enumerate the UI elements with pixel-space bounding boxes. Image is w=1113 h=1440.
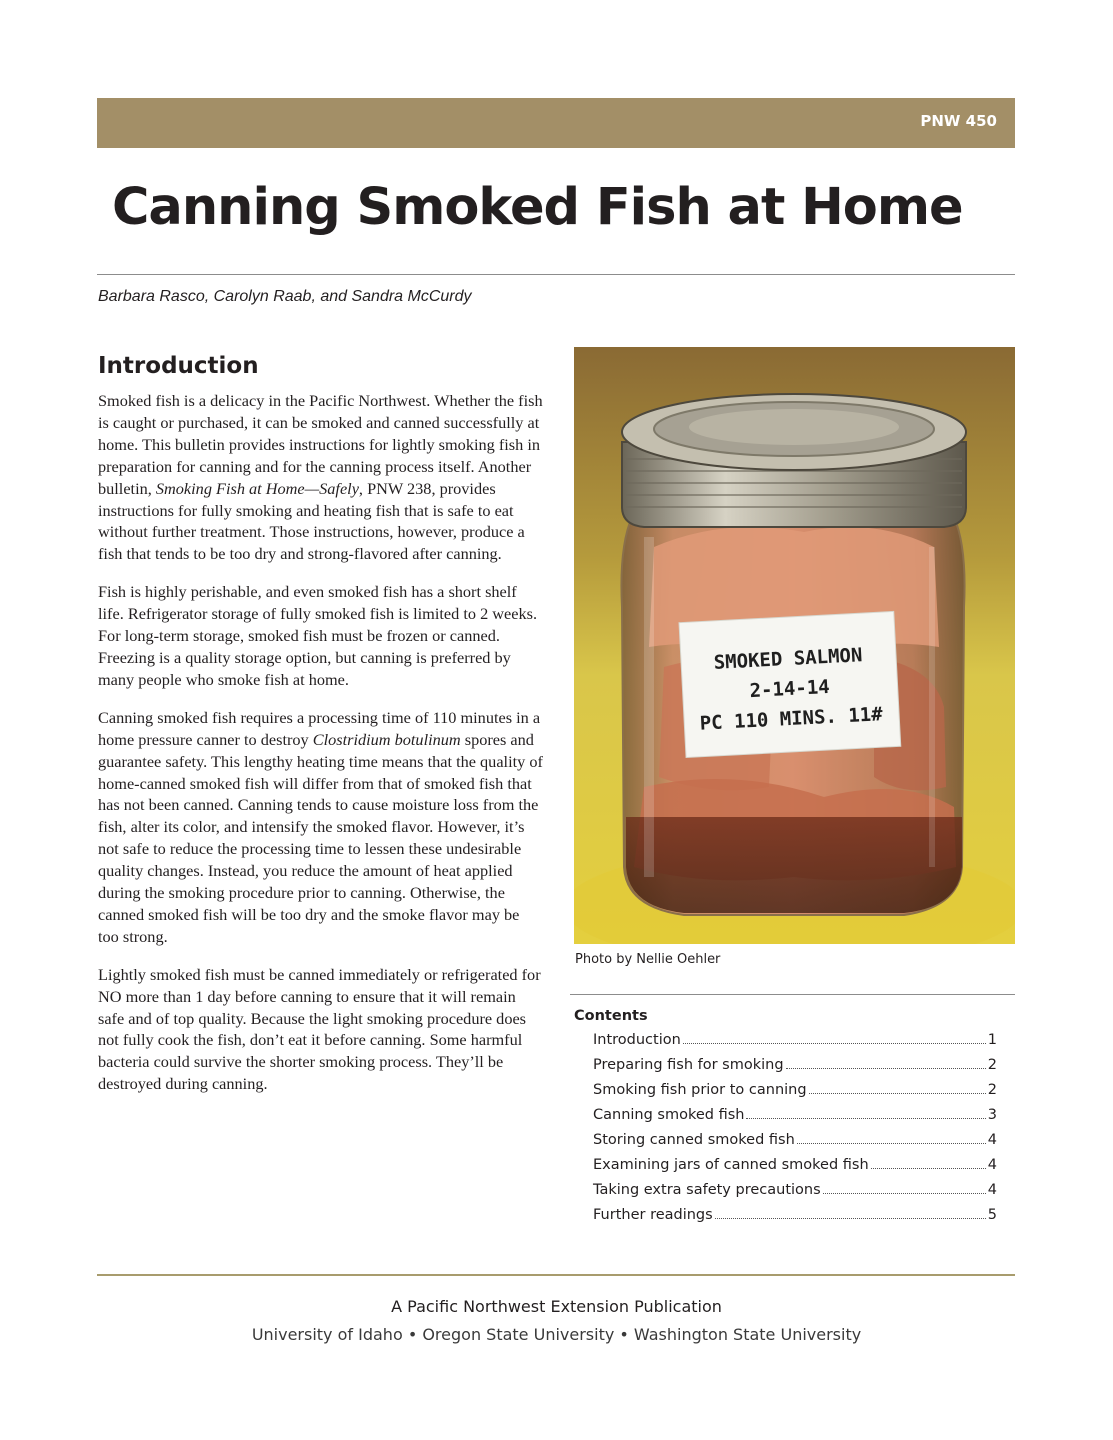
header-band bbox=[97, 98, 1015, 148]
intro-p3-text-c: spores and guarantee safety. This lengthy heating time means that the quality of home-canned smoked fish will differ from that of smoked fish that has not been canned. Canning tends to cause moisture loss from the fish, alter its color, and intensify the smoked flavor. However, it’s not safe to reduce the processing time to lessen these undesirable quality changes. Instead, you reduce the amount of heat applied during the smoking procedure prior to canning. Otherwise, the canned smoked fish will be too dry and the smoke flavor may be too strong. bbox=[98, 729, 543, 946]
jar-label-line-1: SMOKED SALMON bbox=[713, 644, 863, 674]
intro-p1-text-c: , PNW 238, provides instructions for fully smoking and heating fish that is safe to eat without further treatment. Those instructions, however, produce a fish that tends to be too dry and strong-flavored after canning. bbox=[98, 478, 525, 564]
smoked-salmon-jar-photo bbox=[574, 347, 1015, 944]
toc-item-further-readings[interactable]: Further readings 5 bbox=[593, 1207, 997, 1223]
toc-item-introduction[interactable]: Introduction 1 bbox=[593, 1032, 997, 1048]
contents-divider bbox=[570, 994, 1015, 995]
intro-p1-title-ref: Smoking Fish at Home—Safely bbox=[155, 478, 359, 498]
page-title: Canning Smoked Fish at Home bbox=[112, 178, 963, 237]
intro-p3-species: Clostridium botulinum bbox=[312, 729, 461, 749]
intro-paragraph-4: Lightly smoked fish must be canned immediately or refrigerated for NO more than 1 day before canning to ensure that it will remain safe and of top quality. Because the light smoking procedure does not fully cook the fish, don’t eat it before canning. Some harmful bacteria could survive the shorter smoking process. They’ll be destroyed during canning. bbox=[98, 964, 541, 1094]
intro-paragraph-2: Fish is highly perishable, and even smoked fish has a short shelf life. Refrigerator storage of fully smoked fish is limited to 2 weeks. For long-term storage, smoked fish must be frozen or canned. Freezing is a quality storage option, but canning is preferred by many people who smoke fish at home. bbox=[98, 582, 538, 689]
footer-publisher: A Pacific Northwest Extension Publication bbox=[391, 1297, 722, 1316]
jar-label-line-3: PC 110 MINS. 11# bbox=[699, 703, 884, 735]
contents-heading: Contents bbox=[574, 1008, 648, 1024]
intro-p1-text-a: Smoked fish is a delicacy in the Pacific Northwest. Whether the fish is caught or purchased, it can be smoked and canned successfully at home. This bulletin provides instructions for lightly smoking fish in preparation for canning and for the canning process itself. Another bulletin, bbox=[98, 391, 543, 498]
introduction-body bbox=[98, 390, 543, 1111]
footer-universities: University of Idaho • Oregon State University • Washington State University bbox=[251, 1325, 862, 1344]
toc-item-preparing-fish[interactable]: Preparing fish for smoking 2 bbox=[593, 1057, 997, 1073]
toc-item-canning[interactable]: Canning smoked fish 3 bbox=[593, 1107, 997, 1123]
toc-item-smoking-fish[interactable]: Smoking fish prior to canning 2 bbox=[593, 1082, 997, 1098]
toc-item-safety[interactable]: Taking extra safety precautions 4 bbox=[593, 1182, 997, 1198]
table-of-contents bbox=[593, 1032, 997, 1232]
intro-p3-text-a: Canning smoked fish requires a processing time of 110 minutes in a home pressure canner to destroy bbox=[98, 707, 541, 749]
title-divider bbox=[97, 274, 1015, 275]
toc-item-storing[interactable]: Storing canned smoked fish 4 bbox=[593, 1132, 997, 1148]
footer-divider bbox=[97, 1274, 1015, 1276]
introduction-heading: Introduction bbox=[98, 353, 259, 379]
intro-paragraph-1 bbox=[98, 390, 543, 565]
jar-label-line-2: 2-14-14 bbox=[749, 675, 831, 703]
publication-number: PNW 450 bbox=[920, 112, 997, 130]
intro-paragraph-3 bbox=[98, 707, 543, 948]
photo-caption: Photo by Nellie Oehler bbox=[575, 952, 721, 967]
authors: Barbara Rasco, Carolyn Raab, and Sandra McCurdy bbox=[98, 288, 472, 305]
toc-item-examining[interactable]: Examining jars of canned smoked fish 4 bbox=[593, 1157, 997, 1173]
